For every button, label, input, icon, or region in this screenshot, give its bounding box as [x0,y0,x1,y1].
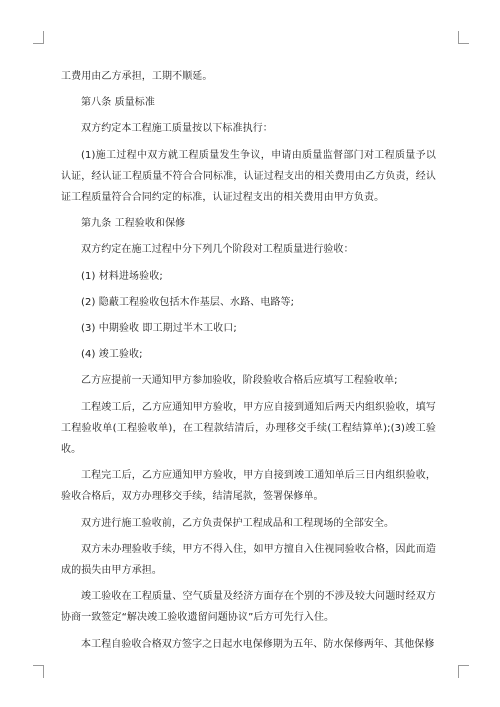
list-item: (1) 材料进场验收; [81,270,163,282]
paragraph: 竣工验收在工程质量、空气质量及经济方面存在个别的不涉及较大问题时经双方协商一致签定“解决竣工验收遗留问题协议”后方可先行入住。 [61,591,436,624]
paragraph: 双方进行施工验收前，乙方负责保护工程成品和工程现场的全部安全。 [81,517,395,529]
crop-mark-bottom-left [33,665,44,678]
list-item: (3) 中期验收 即工期过半木工收口; [81,323,237,335]
list-item: (4) 竣工验收; [81,349,143,361]
paragraph: 工程完工后，乙方应通知甲方验收，甲方自接到竣工通知单后三日内组织验收，验收合格后，双方办理移交手续，结清尾款，签署保修单。 [61,470,436,503]
crop-mark-bottom-right [458,665,469,678]
crop-mark-top-left [33,31,44,44]
paragraph: 双方未办理验收手续，甲方不得入住，如甲方擅自入住视同验收合格，因此而造成的损失由甲方承担。 [61,543,436,577]
paragraph: 双方约定本工程施工质量按以下标准执行： [81,123,273,135]
paragraph: 本工程自验收合格双方签字之日起水电保修期为五年、防水保修两年、其他保修 [81,638,435,650]
list-item: (2) 隐蔽工程验收包括木作基层、水路、电路等; [81,296,295,308]
paragraph: 乙方应提前一天通知甲方参加验收，阶段验收合格后应填写工程验收单; [81,375,398,387]
paragraph: 工程竣工后，乙方应通知甲方验收，甲方应自接到通知后两天内组织验收，填写工程验收单(工程验收单)，在工程款结清后，办理移交手续(工程结算单);(3)竣工验收。 [61,401,436,456]
crop-mark-top-right [458,31,469,44]
document-body [61,66,436,660]
paragraph: (1)施工过程中双方就工程质量发生争议，申请由质量监督部门对工程质量予以认证，经认证工程质量不符合合同标准，认证过程支出的相关费用由乙方负责，经认证工程质量符合合同约定的标准，认证过程支出的相关费用由甲方负责。 [61,149,436,204]
paragraph: 双方约定在施工过程中分下列几个阶段对工程质量进行验收： [81,244,354,256]
section-heading-article-8: 第八条 质量标准 [81,97,155,109]
section-heading-article-9: 第九条 工程验收和保修 [81,218,186,230]
paragraph: 工费用由乙方承担，工期不顺延。 [61,71,213,82]
